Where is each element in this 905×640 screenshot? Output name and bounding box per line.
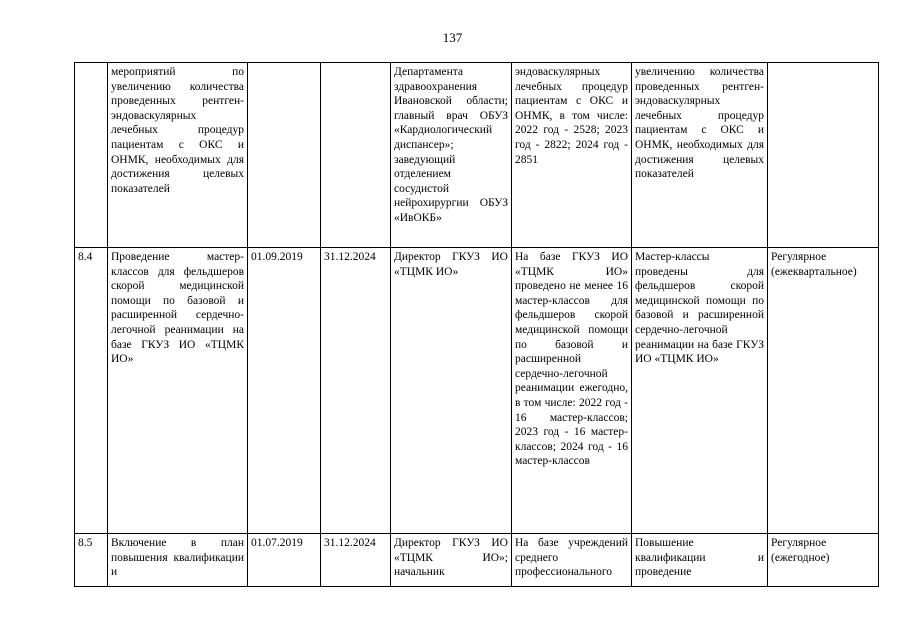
start-date-cell: [248, 63, 321, 248]
indicator-cell: увеличению количества проведенных рентген-эндоваскулярных лечебных процедур пациентам с ОКС и ОНМК, необходимых для достижения целевых показателей: [632, 63, 768, 248]
responsible-cell: Директор ГКУЗ ИО «ТЦМК ИО»: [391, 248, 512, 534]
result-cell: эндоваскулярных лечебных процедур пациентам с ОКС и ОНМК, в том числе: 2022 год - 2528; 2023 год - 2822; 2024 год - 2851: [512, 63, 632, 248]
end-date-cell: [321, 63, 391, 248]
row-number: 8.4: [75, 248, 108, 534]
event-cell: Включение в план повышения квалификации и: [108, 534, 248, 587]
plan-table: [74, 62, 879, 587]
responsible-cell: Директор ГКУЗ ИО «ТЦМК ИО»; начальник: [391, 534, 512, 587]
event-cell: Проведение мастер-классов для фельдшеров скорой медицинской помощи по базовой и расширенной сердечно-легочной реанимации на базе ГКУЗ ИО «ТЦМК ИО»: [108, 248, 248, 534]
start-date-cell: 01.09.2019: [248, 248, 321, 534]
start-date-cell: 01.07.2019: [248, 534, 321, 587]
page-number: 137: [442, 30, 463, 45]
frequency-cell: Регулярное (ежеквартальное): [768, 248, 879, 534]
frequency-cell: Регулярное (ежегодное): [768, 534, 879, 587]
row-number: [75, 63, 108, 248]
indicator-cell: Мастер-классы проведены для фельдшеров скорой медицинской помощи по базовой и расширенной сердечно-легочной реанимации на базе ГКУЗ ИО «ТЦМК ИО»: [632, 248, 768, 534]
event-cell: мероприятий по увеличению количества проведенных рентген-эндоваскулярных лечебных процедур пациентам с ОКС и ОНМК, необходимых для достижения целевых показателей: [108, 63, 248, 248]
frequency-cell: [768, 63, 879, 248]
end-date-cell: 31.12.2024: [321, 534, 391, 587]
row-number: 8.5: [75, 534, 108, 587]
table-row: [75, 534, 879, 587]
indicator-cell: Повышение квалификации и проведение: [632, 534, 768, 587]
table-row: [75, 63, 879, 248]
responsible-cell: Департамента здравоохранения Ивановской области; главный врач ОБУЗ «Кардиологический диспансер»; заведующий отделением сосудистой нейрохирургии ОБУЗ «ИвОКБ»: [391, 63, 512, 248]
table-row: [75, 248, 879, 534]
end-date-cell: 31.12.2024: [321, 248, 391, 534]
result-cell: На базе ГКУЗ ИО «ТЦМК ИО» проведено не менее 16 мастер-классов для фельдшеров скорой медицинской помощи по базовой и расширенной сердечно-легочной реанимации ежегодно, в том числе: 2022 год - 16 мастер-классов; 2023 год - 16 мастер-классов; 2024 год - 16 мастер-классов: [512, 248, 632, 534]
result-cell: На базе учреждений среднего профессионального: [512, 534, 632, 587]
